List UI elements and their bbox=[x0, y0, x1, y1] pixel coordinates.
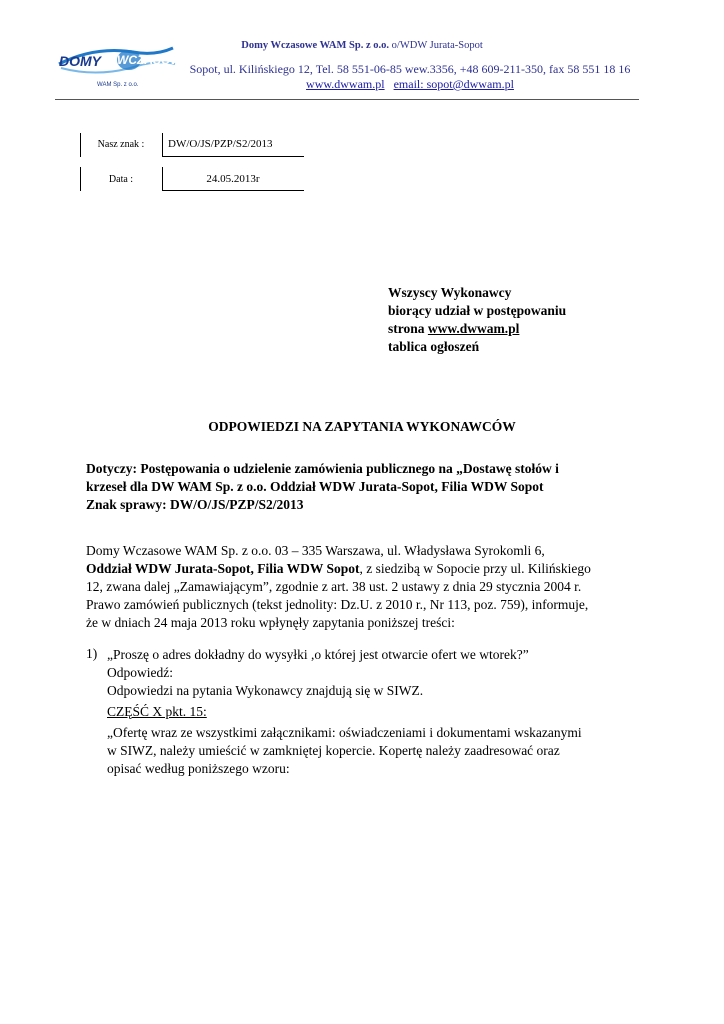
website-link[interactable]: www.dwwam.pl bbox=[306, 77, 385, 91]
header-address: Sopot, ul. Kilińskiego 12, Tel. 58 551-06-85 wew.3356, +48 609-211-350, fax 58 551 18 16 bbox=[189, 62, 631, 76]
intro-line: Oddział WDW Jurata-Sopot, Filia WDW Sopot, z siedzibą w Sopocie przy ul. Kilińskiego bbox=[86, 561, 591, 576]
our-ref-value: DW/O/JS/PZP/S2/2013 bbox=[168, 138, 273, 150]
intro-line: że w dniach 24 maja 2013 roku wpłynęły zapytania poniższej treści: bbox=[86, 615, 455, 630]
svg-text:WCZASOWE: WCZASOWE bbox=[117, 53, 190, 67]
item-question: „Proszę o adres dokładny do wysyłki ,o której jest otwarcie ofert we wtorek?” bbox=[107, 647, 529, 662]
our-ref-label: Nasz znak : bbox=[97, 139, 145, 150]
svg-text:DOMY: DOMY bbox=[59, 53, 101, 69]
addressee-block bbox=[388, 284, 566, 356]
item-answer: Odpowiedzi na pytania Wykonawcy znajdują się w SIWZ. bbox=[107, 683, 424, 698]
subject-line: Znak sprawy: DW/O/JS/PZP/S2/2013 bbox=[86, 497, 304, 512]
subject-line: krzeseł dla DW WAM Sp. z o.o. Oddział WDW Jurata-Sopot, Filia WDW Sopot bbox=[86, 479, 544, 494]
item-quote bbox=[107, 724, 638, 778]
header-links bbox=[180, 77, 640, 92]
intro-line: 12, zwana dalej „Zamawiającym”, zgodnie z art. 38 ust. 2 ustawy z dnia 29 stycznia 2004 r. bbox=[86, 579, 582, 594]
email-link[interactable]: email: sopot@dwwam.pl bbox=[393, 77, 514, 91]
intro-line: Prawo zamówień publicznych (tekst jednolity: Dz.U. z 2010 r., Nr 113, poz. 759), informuje, bbox=[86, 597, 589, 612]
date-value: 24.05.2013r bbox=[206, 173, 260, 185]
addressee-line: strona www.dwwam.pl bbox=[388, 321, 520, 336]
subject-line: Dotyczy: Postępowania o udzielenie zamówienia publicznego na „Dostawę stołów i bbox=[86, 461, 559, 476]
header-divider bbox=[55, 99, 639, 100]
addressee-line: Wszyscy Wykonawcy bbox=[388, 285, 512, 300]
intro-paragraph bbox=[86, 542, 638, 632]
document-title: ODPOWIEDZI NA ZAPYTANIA WYKONAWCÓW bbox=[208, 419, 516, 434]
subject-block bbox=[86, 460, 638, 514]
addressee-line: tablica ogłoszeń bbox=[388, 339, 480, 354]
quote-line: w SIWZ, należy umieścić w zamkniętej kopercie. Kopertę należy zaadresować oraz bbox=[107, 743, 560, 758]
quote-line: „Ofertę wraz ze wszystkimi załącznikami: oświadczeniami i dokumentami wskazanymi bbox=[107, 725, 582, 740]
quote-line: opisać według poniższego wzoru: bbox=[107, 761, 290, 776]
website-link[interactable]: www.dwwam.pl bbox=[427, 321, 520, 336]
item-section: CZĘŚĆ X pkt. 15: bbox=[107, 704, 207, 719]
table-border bbox=[162, 133, 163, 157]
table-border bbox=[162, 190, 304, 191]
addressee-line: biorący udział w postępowaniu bbox=[388, 303, 567, 318]
header-company: Domy Wczasowe WAM Sp. z o.o. o/WDW Jurata-Sopot bbox=[241, 40, 483, 51]
table-border bbox=[162, 156, 304, 157]
svg-text:WAM Sp. z o.o.: WAM Sp. z o.o. bbox=[97, 82, 139, 88]
item-number: 1) bbox=[86, 646, 98, 661]
intro-line: Domy Wczasowe WAM Sp. z o.o. 03 – 335 Warszawa, ul. Władysława Syrokomli 6, bbox=[86, 543, 545, 558]
date-label: Data : bbox=[108, 174, 134, 185]
item-answer-label: Odpowiedź: bbox=[107, 665, 173, 680]
